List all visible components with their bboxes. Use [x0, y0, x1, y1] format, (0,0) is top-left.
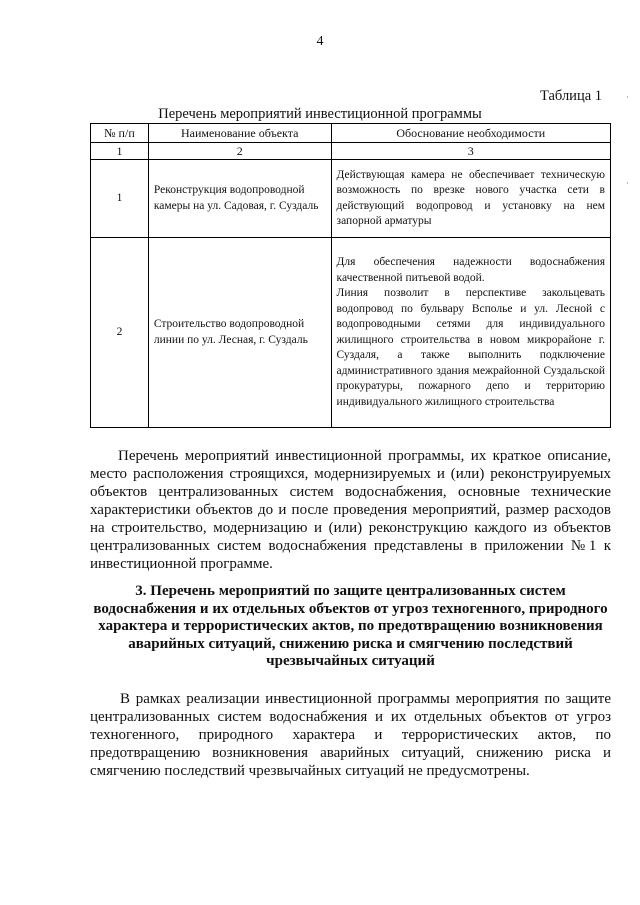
- column-number-3: 3: [331, 143, 610, 160]
- table-label: Таблица 1: [540, 88, 603, 104]
- margin-mark: ·: [626, 178, 629, 188]
- column-number-1: 1: [91, 143, 149, 160]
- margin-mark: ·: [626, 92, 629, 102]
- paragraph-protection-measures: В рамках реализации инвестиционной программы мероприятия по защите централизованных систем водоснабжения и их отдельных объектов от угроз техногенного, природного характера и террористических актов, по предотвращению возникновения аварийных ситуаций, снижению риска и смягчению последствий чрезвычайных ситуаций не предусмотрены.: [90, 691, 611, 779]
- table-row: [91, 160, 611, 238]
- justification: [331, 238, 610, 428]
- header-number: № п/п: [91, 124, 149, 143]
- table-title: Перечень мероприятий инвестиционной программы: [158, 106, 482, 122]
- investment-measures-table: [90, 123, 611, 428]
- page-number: 4: [316, 34, 324, 49]
- object-name: Строительство водопроводной линии по ул. Лесная, г. Суздаль: [148, 238, 331, 428]
- paragraph-measures-description: Перечень мероприятий инвестиционной программы, их краткое описание, место расположения строящихся, модернизируемых и (или) реконструируемых объектов централизованных систем водоснабжения, основные технические характеристики объектов до и после проведения мероприятий, размер расходов на строительство, модернизацию и (или) реконструкцию каждого из объектов централизованных систем водоснабжения представлены в приложении №1 к инвестиционной программе.: [90, 448, 611, 572]
- justification: Действующая камера не обеспечивает техническую возможность по врезке нового участка сети в действующий водопровод и установку на нем запорной арматуры: [331, 160, 610, 238]
- header-justification: Обоснование необходимости: [331, 124, 610, 143]
- table-column-numbers-row: [91, 143, 611, 160]
- object-name: Реконструкция водопроводной камеры на ул. Садовая, г. Суздаль: [148, 160, 331, 238]
- table-row: [91, 238, 611, 428]
- section-heading: 3. Перечень мероприятий по защите централизованных систем водоснабжения и их отдельных объектов от угроз техногенного, природного характера и террористических актов, по предотвращению возникновения аварийных ситуаций, снижению риска и смягчению последствий чрезвычайных ситуаций: [93, 583, 608, 669]
- table-header-row: [91, 124, 611, 143]
- column-number-2: 2: [148, 143, 331, 160]
- header-object-name: Наименование объекта: [148, 124, 331, 143]
- justification-line-1: Для обеспечения надежности водоснабжения качественной питьевой водой.: [336, 256, 605, 284]
- justification-line-2: Линия позволит в перспективе закольцевать водопровод по бульвару Всполье и ул. Лесной с водопроводными сетями для индивидуального жилищного строительства в новом микрорайоне г. Суздаля, а также выполнить подключение административного здания межрайонной Суздальской прокуратуры, пожарного депо и территорию индивидуального жилищного строительства: [336, 287, 605, 408]
- row-number: 2: [91, 238, 149, 428]
- row-number: 1: [91, 160, 149, 238]
